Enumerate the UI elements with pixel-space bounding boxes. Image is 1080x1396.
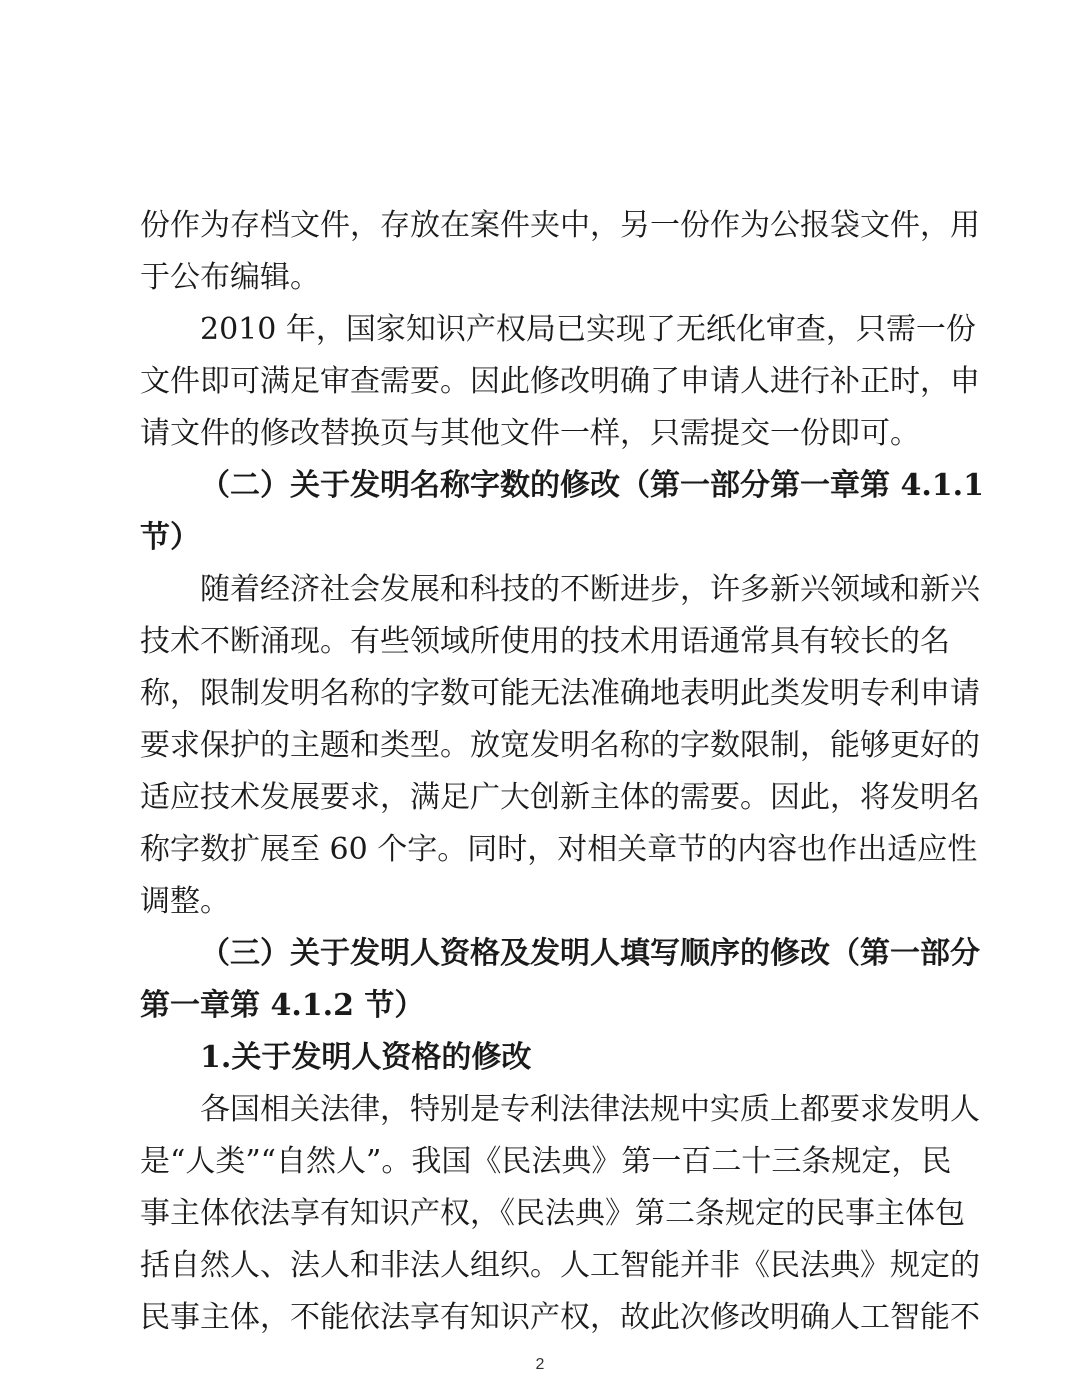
text-line: 各国相关法律，特别是专利法律法规中实质上都要求发明人 [200,1092,980,1127]
page-number: 2 [535,1356,545,1373]
body-text [140,200,984,1344]
text-line: 括自然人、法人和非法人组织。人工智能并非《民法典》规定的 [140,1248,980,1283]
section-heading: （二）关于发明名称字数的修改（第一部分第一章第 4.1.1 [200,468,984,503]
text-line: 文件即可满足审查需要。因此修改明确了申请人进行补正时，申 [140,364,980,399]
text-line: 要求保护的主题和类型。放宽发明名称的字数限制，能够更好的 [140,728,980,763]
text-line: 适应技术发展要求，满足广大创新主体的需要。因此，将发明名 [140,780,980,815]
text-line: 民事主体，不能依法享有知识产权，故此次修改明确人工智能不 [140,1300,980,1335]
text-line: 随着经济社会发展和科技的不断进步，许多新兴领域和新兴 [200,572,980,607]
text-line: 技术不断涌现。有些领域所使用的技术用语通常具有较长的名 [140,624,950,659]
text-line: 于公布编辑。 [140,260,320,295]
text-line: 称，限制发明名称的字数可能无法准确地表明此类发明专利申请 [140,676,980,711]
section-heading: 第一章第 4.1.2 节） [140,988,425,1023]
text-line: 请文件的修改替换页与其他文件一样，只需提交一份即可。 [140,416,920,451]
section-heading: 节） [140,520,200,555]
subsection-heading: 1.关于发明人资格的修改 [200,1040,532,1075]
text-line: 2010 年，国家知识产权局已实现了无纸化审查，只需一份 [200,312,976,347]
text-line: 称字数扩展至 60 个字。同时，对相关章节的内容也作出适应性 [140,832,978,867]
text-line: 事主体依法享有知识产权，《民法典》第二条规定的民事主体包 [140,1196,965,1231]
section-heading: （三）关于发明人资格及发明人填写顺序的修改（第一部分 [200,936,980,971]
text-line: 调整。 [140,884,230,919]
text-line: 份作为存档文件，存放在案件夹中，另一份作为公报袋文件，用 [140,208,980,243]
text-line: 是“人类”“自然人”。我国《民法典》第一百二十三条规定，民 [140,1144,952,1179]
